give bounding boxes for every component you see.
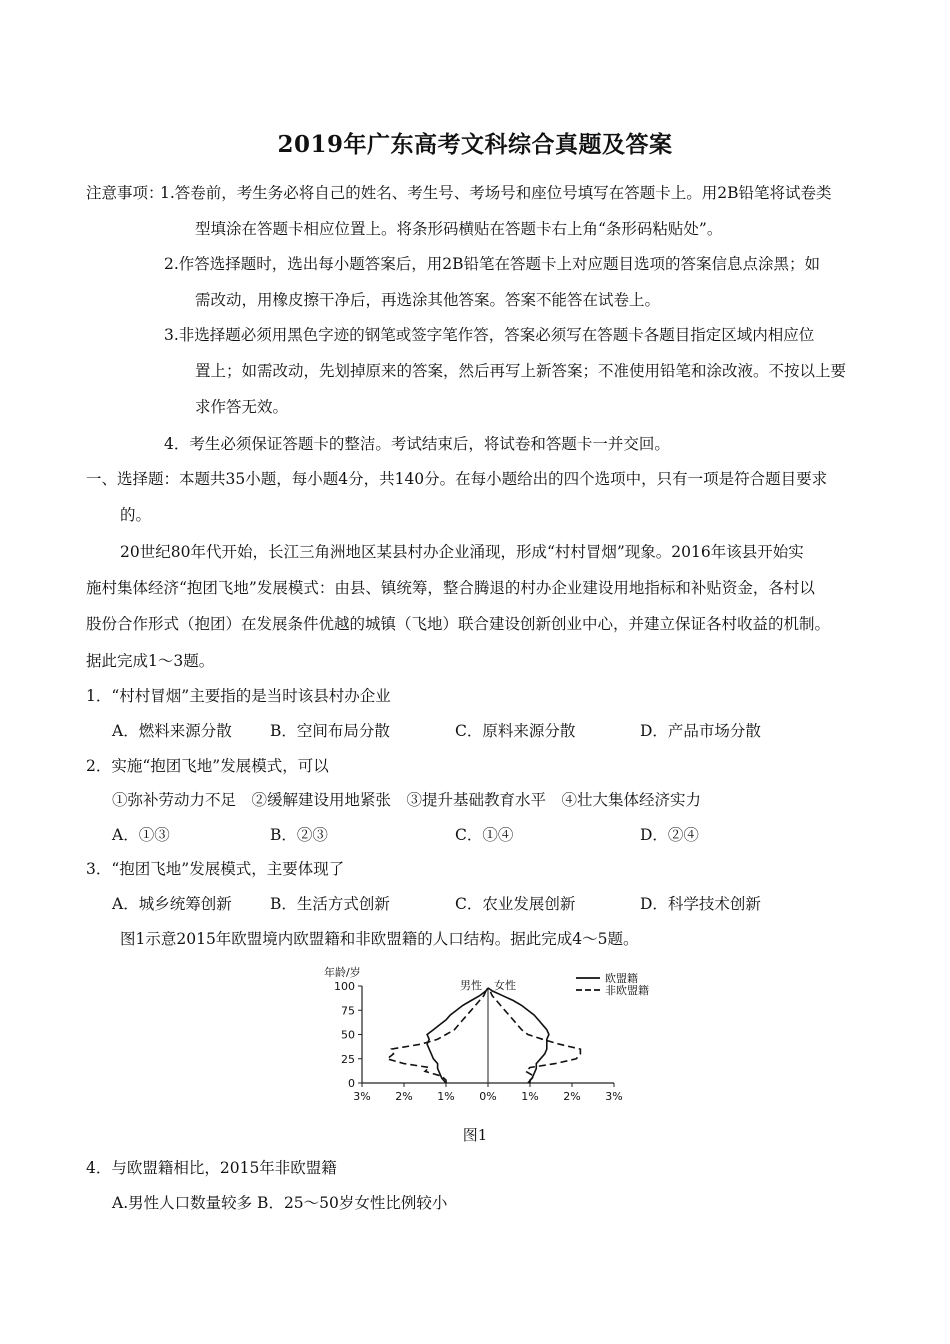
question-3-stem: 3．“抱团飞地”发展模式，主要体现了 [86,860,345,878]
x-tick-label: 1% [521,1090,539,1103]
figure-caption: 图1 [462,1126,488,1144]
question-1-option-c: C．原料来源分散 [455,722,576,740]
question-3-option-d: D．科学技术创新 [640,895,761,913]
page-title: 2019年广东高考文科综合真题及答案 [277,131,673,158]
y-tick-label: 50 [341,1028,355,1042]
question-1-stem: 1．“村村冒烟”主要指的是当时该县村办企业 [86,687,391,705]
passage-line-4: 据此完成1～3题。 [86,652,215,670]
question-1-option-b: B．空间布局分散 [270,722,390,740]
question-4-options: A.男性人口数量较多 B．25～50岁女性比例较小 [112,1194,448,1212]
series-line-non-eu-female [488,988,580,1083]
passage-line-3: 股份合作形式（抱团）在发展条件优越的城镇（飞地）联合建设创新创业中心，并建立保证各村收益的机制。 [86,615,831,633]
x-tick-label: 2% [563,1090,581,1103]
notice-label: 注意事项： [86,184,164,202]
question-3-option-b: B．生活方式创新 [270,895,390,913]
notice-item-3-line-2: 置上；如需改动，先划掉原来的答案，然后再写上新答案；不准使用铅笔和涂改液。不按以上要 [195,362,847,380]
y-tick-label: 25 [341,1052,355,1066]
y-tick-label: 75 [341,1004,355,1018]
notice-item-4: 4．考生必须保证答题卡的整洁。考试结束后，将试卷和答题卡一并交回。 [164,435,670,453]
question-2-option-b: B．②③ [270,826,328,844]
population-pyramid-chart [318,962,649,1103]
x-tick-label: 1% [437,1090,455,1103]
question-1-option-d: D．产品市场分散 [640,722,761,740]
passage-line-1: 20世纪80年代开始，长江三角洲地区某县村办企业涌现，形成“村村冒烟”现象。2016年该县开始实 [120,543,804,561]
notice-item-1-line-2: 型填涂在答题卡相应位置上。将条形码横贴在答题卡右上角“条形码粘贴处”。 [195,220,723,238]
question-2-option-d: D．②④ [640,826,699,844]
x-tick-label: 0% [479,1090,497,1103]
male-label: 男性 [460,979,482,992]
question-1-option-a: A．燃料来源分散 [112,722,232,740]
figure-intro: 图1示意2015年欧盟境内欧盟籍和非欧盟籍的人口结构。据此完成4～5题。 [120,930,639,948]
notice-item-1-line-1: 1.答卷前，考生务必将自己的姓名、考生号、考场号和座位号填写在答题卡上。用2B铅笔将试卷类 [160,184,832,202]
question-2-items: ①弥补劳动力不足 ②缓解建设用地紧张 ③提升基础教育水平 ④壮大集体经济实力 [112,791,702,809]
y-tick-label: 0 [348,1077,355,1090]
question-3-option-c: C．农业发展创新 [455,895,576,913]
x-tick-label: 3% [605,1090,623,1103]
section-heading-line-2: 的。 [120,506,152,524]
notice-item-2-line-2: 需改动，用橡皮擦干净后，再选涂其他答案。答案不能答在试卷上。 [195,291,661,309]
y-axis-label: 年龄/岁 [324,966,361,979]
notice-item-3-line-1: 3.非选择题必须用黑色字迹的钢笔或签字笔作答，答案必须写在答题卡各题目指定区域内相应位 [164,326,815,344]
question-2-option-c: C．①④ [455,826,514,844]
question-2-option-a: A．①③ [112,826,170,844]
x-tick-label: 3% [353,1090,371,1103]
legend-label: 非欧盟籍 [605,984,649,997]
notice-item-2-line-1: 2.作答选择题时，选出每小题答案后，用2B铅笔在答题卡上对应题目选项的答案信息点涂黑；如 [164,255,821,273]
question-3-option-a: A．城乡统筹创新 [112,895,232,913]
passage-line-2: 施村集体经济“抱团飞地”发展模式：由县、镇统筹，整合腾退的村办企业建设用地指标和补贴资金，各村以 [86,579,815,597]
x-tick-label: 2% [395,1090,413,1103]
notice-item-3-line-3: 求作答无效。 [195,398,289,416]
section-heading-line-1: 一、选择题：本题共35小题，每小题4分，共140分。在每小题给出的四个选项中，只有一项是符合题目要求 [86,470,828,488]
female-label: 女性 [494,979,516,992]
legend-label: 欧盟籍 [605,972,638,985]
y-tick-label: 100 [334,980,355,993]
question-2-stem: 2．实施“抱团飞地”发展模式，可以 [86,757,329,775]
question-4-stem: 4．与欧盟籍相比，2015年非欧盟籍 [86,1159,337,1177]
